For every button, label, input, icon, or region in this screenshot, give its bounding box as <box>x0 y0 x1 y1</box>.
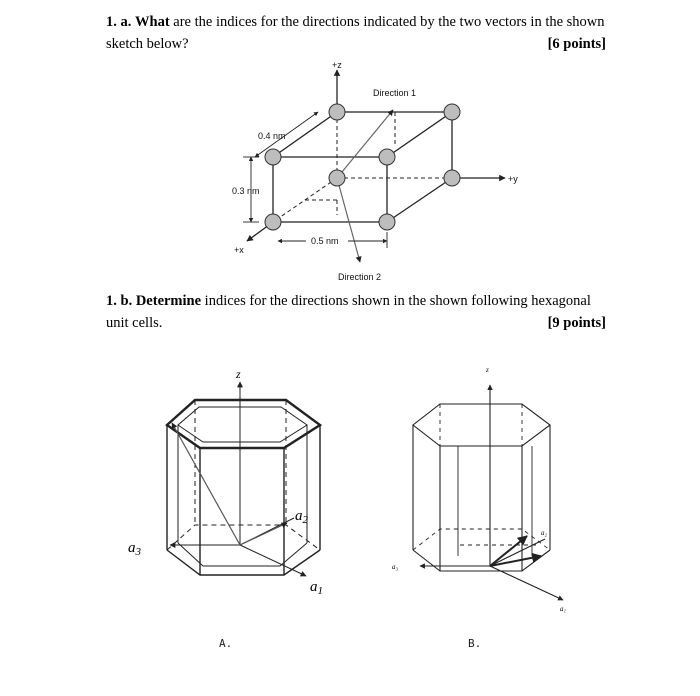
y-axis-label: +y <box>508 174 518 184</box>
question-1a-number: 1. a. <box>106 14 132 30</box>
x-axis-label: +x <box>234 245 244 255</box>
unit-cell-figure <box>243 70 505 262</box>
question-1a-points: [6 points] <box>547 36 606 52</box>
hexagonal-cell-b <box>413 385 563 600</box>
question-1b-bold-word: Determine <box>135 293 202 309</box>
question-1a-text1: are the indices for the directions indicated by the two vectors in the shown <box>169 14 605 30</box>
figure-a-z-axis-label: z <box>236 367 241 381</box>
lattice-points <box>265 104 460 230</box>
figure-a-a3-label: $a_3$ <box>128 540 141 558</box>
question-1b-text1: indices for the directions shown in the shown following hexagonal <box>201 293 591 309</box>
dimension-0.5nm-label: 0.5 nm <box>311 236 339 246</box>
direction-2-label: Direction 2 <box>338 272 382 282</box>
dimension-0.3nm-label: 0.3 nm <box>232 186 260 196</box>
figure-b-caption: B. <box>468 637 482 650</box>
dimension-0.4nm-label: 0.4 nm <box>258 131 286 141</box>
figure-b-a3-label: a₃ <box>392 563 398 571</box>
hexagonal-cell-a <box>167 382 320 576</box>
question-1b-points: [9 points] <box>547 315 606 331</box>
z-axis-label: +z <box>332 60 342 70</box>
question-1a-text2: sketch below? <box>106 36 189 52</box>
figure-b-a2-label: a₂ <box>541 529 547 537</box>
figure-b-a1-label: a₁ <box>560 605 566 613</box>
figure-a-caption: A. <box>219 637 233 650</box>
question-1a-bold-word: What <box>135 14 170 30</box>
figure-a-a2-label: $a_2$ <box>295 508 308 526</box>
question-1b-text2: unit cells. <box>106 315 163 331</box>
question-1b-number: 1. b. <box>106 293 133 309</box>
direction-1-label: Direction 1 <box>373 88 417 98</box>
figure-a-a1-label: $a_1$ <box>310 579 323 597</box>
figure-b-z-axis-label: z <box>486 366 489 374</box>
